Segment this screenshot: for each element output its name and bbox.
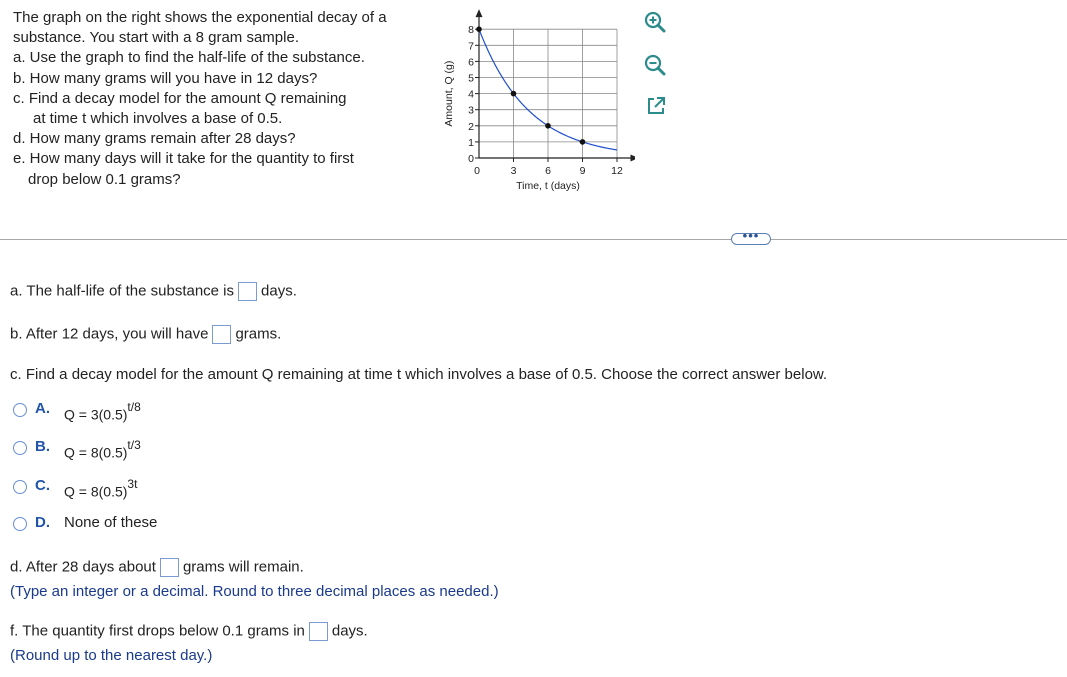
option-d-text: None of these [64, 514, 158, 531]
question-line: a. Use the graph to find the half-life of the substance. [13, 49, 365, 67]
option-c-formula: $Q = 8(0.5)^{3t}$ [64, 477, 138, 500]
y-tick-label: 2 [468, 120, 474, 133]
option-c-radio[interactable] [13, 480, 27, 494]
question-line: drop below 0.1 grams? [28, 170, 181, 188]
option-a-radio[interactable] [13, 403, 27, 417]
answer-d-text: d. After 28 days about [10, 558, 156, 576]
answer-f-unit: days. [331, 622, 368, 640]
y-axis-title: Amount, Q (g) [443, 60, 455, 127]
question-line: substance. You start with a 8 gram sample. [13, 29, 299, 47]
option-b-letter: B. [35, 438, 50, 455]
y-tick-label: 8 [468, 24, 474, 37]
answer-f-text: f. The quantity first drops below 0.1 grams in [10, 622, 305, 640]
answer-a-input[interactable] [238, 282, 257, 301]
x-tick-label: 12 [611, 165, 623, 177]
more-button[interactable] [731, 228, 771, 245]
answer-b-input[interactable] [212, 325, 231, 344]
y-axis-arrow [476, 9, 483, 17]
x-tick-label: 3 [510, 165, 517, 177]
answer-a-text: a. The half-life of the substance is [10, 282, 235, 300]
data-point [580, 139, 586, 145]
y-tick-label: 6 [468, 56, 474, 69]
answer-d-hint: (Type an integer or a decimal. Round to three decimal places as needed.) [10, 583, 499, 600]
section-divider [0, 239, 1067, 240]
question-line: at time t which involves a base of 0.5. [33, 110, 283, 128]
answer-b-row [10, 325, 281, 344]
zoom-in-icon[interactable] [643, 10, 667, 34]
y-tick-label: 5 [468, 72, 474, 85]
option-b-formula: $Q = 8(0.5)^{t/3}$ [64, 438, 141, 461]
answer-d-row [10, 558, 304, 577]
y-tick-label: 0 [468, 153, 474, 165]
data-point [476, 26, 482, 32]
question-line: b. How many grams will you have in 12 days? [13, 69, 318, 87]
answer-c-prompt: c. Find a decay model for the amount Q remaining at time t which involves a base of 0.5. Choose the correct answer below. [10, 366, 828, 383]
option-a-formula: $Q = 3(0.5)^{t/8}$ [64, 400, 141, 423]
question-line: d. How many grams remain after 28 days? [13, 130, 296, 148]
y-tick-label: 1 [468, 136, 474, 149]
question-line: e. How many days will it take for the quantity to first [13, 150, 354, 168]
answer-b-text: b. After 12 days, you will have [10, 325, 209, 343]
answer-a-row [10, 282, 297, 301]
answer-b-unit: grams. [235, 325, 282, 343]
y-tick-label: 7 [468, 40, 474, 53]
data-point [511, 91, 517, 97]
question-line: c. Find a decay model for the amount Q remaining [13, 89, 347, 107]
option-c-letter: C. [35, 477, 50, 494]
option-b-radio[interactable] [13, 441, 27, 455]
popout-icon[interactable] [645, 95, 669, 119]
question-text [13, 8, 433, 190]
x-tick-label: 9 [579, 165, 586, 177]
option-d-radio[interactable] [13, 517, 27, 531]
question-line: The graph on the right shows the exponential decay of a [13, 9, 387, 26]
x-tick-label: 6 [545, 165, 551, 177]
y-tick-label: 4 [468, 88, 474, 101]
option-d-letter: D. [35, 514, 50, 531]
answer-d-input[interactable] [160, 558, 179, 577]
option-a-letter: A. [35, 400, 50, 417]
answer-f-row [10, 622, 368, 641]
answer-a-unit: days. [261, 282, 297, 300]
data-point [545, 123, 551, 129]
decay-chart [425, 5, 635, 200]
y-tick-label: 3 [468, 104, 474, 117]
x-axis-arrow [631, 155, 636, 162]
answer-f-input[interactable] [309, 622, 328, 641]
x-axis-title: Time, t (days) [516, 180, 580, 192]
answer-d-unit: grams will remain. [182, 558, 304, 576]
answer-f-hint: (Round up to the nearest day.) [10, 647, 213, 664]
more-button-label: ••• [742, 228, 760, 243]
zoom-out-icon[interactable] [643, 53, 667, 77]
x-tick-label: 0 [474, 165, 480, 177]
